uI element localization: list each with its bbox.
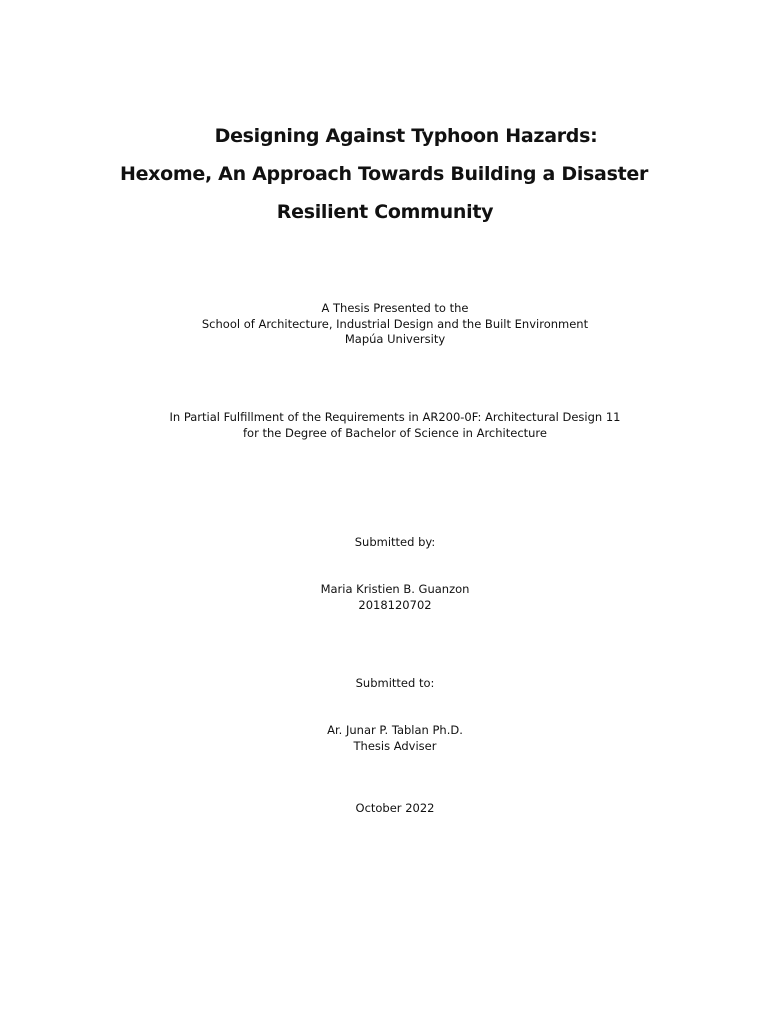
- adviser-role: Thesis Adviser: [353, 739, 437, 753]
- title-line-2: Hexome, An Approach Towards Building a Disaster: [119, 163, 649, 185]
- title-line-1: Designing Against Typhoon Hazards:: [214, 125, 598, 147]
- submitted-to-label: Submitted to:: [355, 676, 435, 690]
- adviser-name: Ar. Junar P. Tablan Ph.D.: [327, 723, 463, 737]
- fulfillment-line-2: for the Degree of Bachelor of Science in Architecture: [242, 426, 547, 440]
- fulfillment-line-1: In Partial Fulfillment of the Requirements in AR200-0F: Architectural Design 11: [169, 410, 621, 424]
- presentation-line-1: A Thesis Presented to the: [321, 301, 469, 315]
- presentation-school: School of Architecture, Industrial Design and the Built Environment: [201, 317, 589, 331]
- title-line-3: Resilient Community: [276, 201, 494, 223]
- submission-date: October 2022: [355, 801, 435, 815]
- presentation-university: Mapúa University: [344, 332, 446, 346]
- author-name: Maria Kristien B. Guanzon: [320, 582, 470, 596]
- submitted-by-label: Submitted by:: [354, 535, 436, 549]
- student-number: 2018120702: [358, 598, 432, 612]
